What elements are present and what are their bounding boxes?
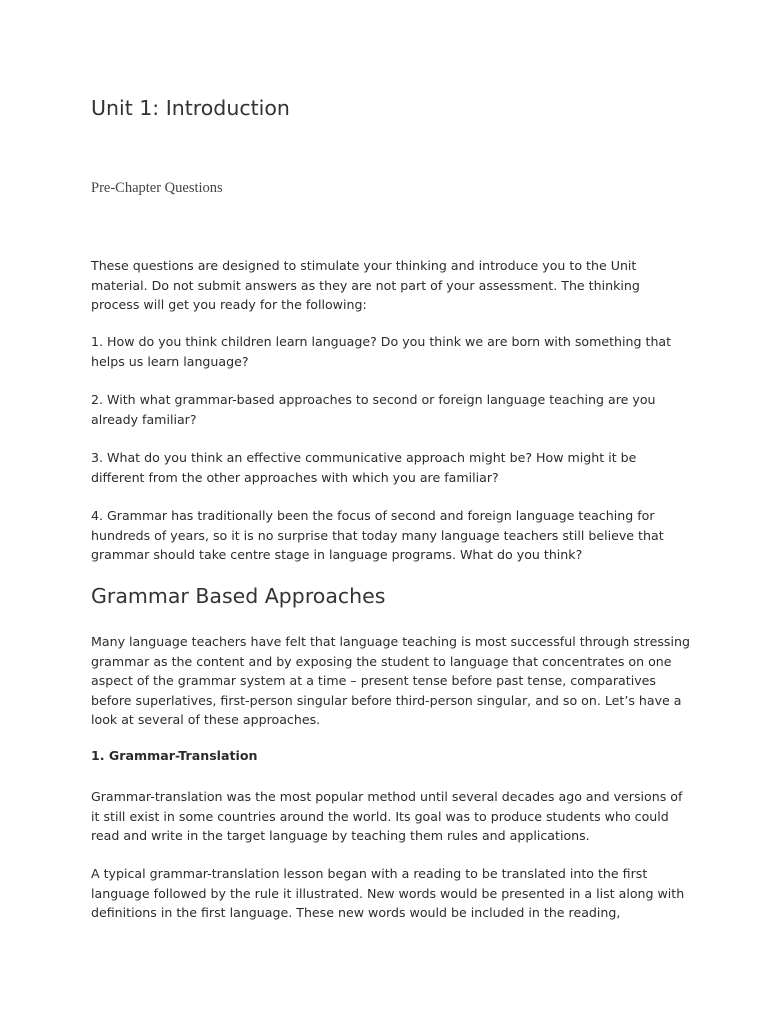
section-title-grammar-based-approaches: Grammar Based Approaches	[91, 584, 386, 608]
grammar-translation-paragraph-2: A typical grammar-translation lesson began with a reading to be translated into the first language followed by the rule it illustrated. New words would be presented in a list along with definitions in the first language. These new words would be included in the reading,	[91, 866, 685, 920]
question-1: 1. How do you think children learn language? Do you think we are born with something that helps us learn language?	[91, 334, 672, 369]
grammar-translation-paragraph-1: Grammar-translation was the most popular method until several decades ago and versions of it still exist in some countries around the world. Its goal was to produce students who could read and write in the target language by teaching them rules and applications.	[91, 789, 683, 843]
intro-paragraph: These questions are designed to stimulate your thinking and introduce you to the Unit material. Do not submit answers as they are not part of your assessment. The thinking process will get you ready for the following:	[91, 258, 640, 312]
section-paragraph: Many language teachers have felt that language teaching is most successful through stressing grammar as the content and by exposing the student to language that concentrates on one aspect of the grammar system at a time – present tense before past tense, comparatives before superlatives, first-person singular before third-person singular, and so on. Let’s have a look at several of these approaches.	[91, 634, 690, 727]
question-4: 4. Grammar has traditionally been the focus of second and foreign language teaching for hundreds of years, so it is no surprise that today many language teachers still believe that grammar should take centre stage in language programs. What do you think?	[91, 508, 664, 562]
question-3: 3. What do you think an effective communicative approach might be? How might it be different from the other approaches with which you are familiar?	[91, 450, 637, 485]
question-2: 2. With what grammar-based approaches to second or foreign language teaching are you already familiar?	[91, 392, 656, 427]
unit-title: Unit 1: Introduction	[91, 96, 290, 120]
pre-chapter-questions-heading: Pre-Chapter Questions	[91, 180, 223, 196]
subsection-title-grammar-translation: 1. Grammar-Translation	[91, 748, 258, 763]
